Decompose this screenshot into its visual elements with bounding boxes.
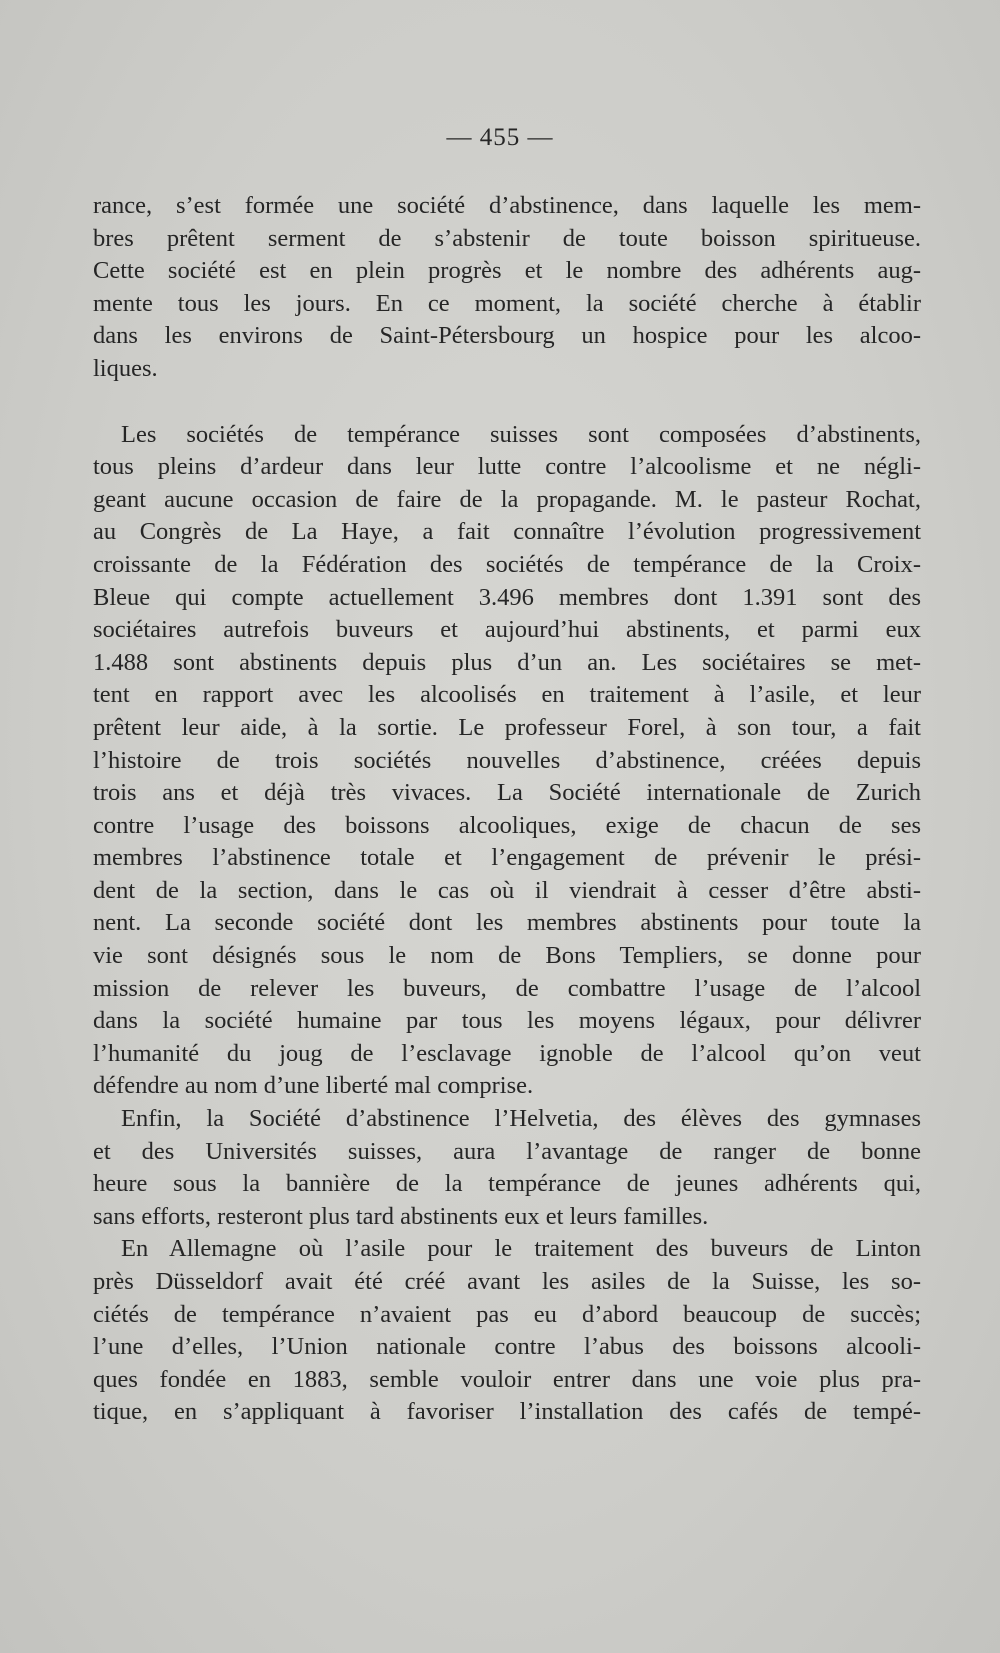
text-line: tent en rapport avec les alcoolisés en traitement à l’asile, et leur	[93, 681, 921, 709]
text-line: heure sous la bannière de la tempérance de jeunes adhérents qui,	[93, 1170, 921, 1198]
text-line: En Allemagne où l’asile pour le traitement des buveurs de Linton	[121, 1235, 921, 1263]
text-line: liques.	[93, 354, 158, 382]
text-line: Les sociétés de tempérance suisses sont composées d’abstinents,	[121, 420, 921, 448]
paragraph-gap	[93, 386, 921, 419]
text-line: mente tous les jours. En ce moment, la société cherche à établir	[93, 289, 921, 317]
paragraph-2	[93, 419, 921, 1103]
paragraph-4	[93, 1233, 921, 1429]
text-line: bres prêtent serment de s’abstenir de toute boisson spiritueuse.	[93, 224, 921, 252]
text-line: défendre au nom d’une liberté mal comprise.	[93, 1072, 534, 1100]
text-line: ciétés de tempérance n’avaient pas eu d’abord beaucoup de succès;	[93, 1300, 921, 1328]
text-line: contre l’usage des boissons alcooliques, exige de chacun de ses	[93, 811, 921, 839]
text-line: tique, en s’appliquant à favoriser l’installation des cafés de tempé-	[93, 1398, 921, 1426]
text-line: dans la société humaine par tous les moyens légaux, pour délivrer	[93, 1007, 921, 1035]
text-line: l’humanité du joug de l’esclavage ignoble de l’alcool qu’on veut	[93, 1039, 921, 1067]
text-line: dent de la section, dans le cas où il viendrait à cesser d’être absti-	[93, 876, 921, 904]
text-line: 1.488 sont abstinents depuis plus d’un an. Les sociétaires se met-	[93, 648, 921, 676]
paragraph-1	[93, 190, 921, 386]
text-line: l’histoire de trois sociétés nouvelles d’abstinence, créées depuis	[93, 746, 921, 774]
text-line: Enfin, la Société d’abstinence l’Helvetia, des élèves des gymnases	[121, 1105, 921, 1133]
text-line: trois ans et déjà très vivaces. La Société internationale de Zurich	[93, 779, 921, 807]
text-line: sans efforts, resteront plus tard abstinents eux et leurs familles.	[93, 1202, 709, 1230]
text-line: rance, s’est formée une société d’abstinence, dans laquelle les mem-	[93, 192, 921, 219]
text-line: ques fondée en 1883, semble vouloir entrer dans une voie plus pra-	[93, 1365, 921, 1393]
text-line: prêtent leur aide, à la sortie. Le professeur Forel, à son tour, a fait	[93, 713, 921, 741]
page-number: — 455 —	[446, 124, 554, 151]
text-line: Cette société est en plein progrès et le nombre des adhérents aug-	[93, 257, 921, 285]
text-line: mission de relever les buveurs, de combattre l’usage de l’alcool	[93, 974, 921, 1002]
text-line: l’une d’elles, l’Union nationale contre l’abus des boissons alcooli-	[93, 1333, 921, 1361]
text-line: croissante de la Fédération des sociétés de tempérance de la Croix-	[93, 550, 921, 578]
text-line: près Düsseldorf avait été créé avant les asiles de la Suisse, les so-	[93, 1268, 921, 1295]
text-line: au Congrès de La Haye, a fait connaître l’évolution progressivement	[93, 518, 921, 546]
paragraph-3	[93, 1103, 921, 1233]
text-line: sociétaires autrefois buveurs et aujourd’hui abstinents, et parmi eux	[93, 616, 921, 644]
body-text	[93, 190, 921, 1429]
text-line: Bleue qui compte actuellement 3.496 membres dont 1.391 sont des	[93, 583, 921, 611]
text-line: vie sont désignés sous le nom de Bons Templiers, se donne pour	[93, 942, 921, 970]
text-line: nent. La seconde société dont les membres abstinents pour toute la	[93, 909, 921, 937]
text-line: geant aucune occasion de faire de la propagande. M. le pasteur Rochat,	[93, 485, 921, 513]
text-line: dans les environs de Saint-Pétersbourg un hospice pour les alcoo-	[93, 322, 921, 350]
text-line: tous pleins d’ardeur dans leur lutte contre l’alcoolisme et ne négli-	[93, 453, 921, 481]
text-line: et des Universités suisses, aura l’avantage de ranger de bonne	[93, 1137, 921, 1165]
text-line: membres l’abstinence totale et l’engagement de prévenir le prési-	[93, 844, 921, 872]
